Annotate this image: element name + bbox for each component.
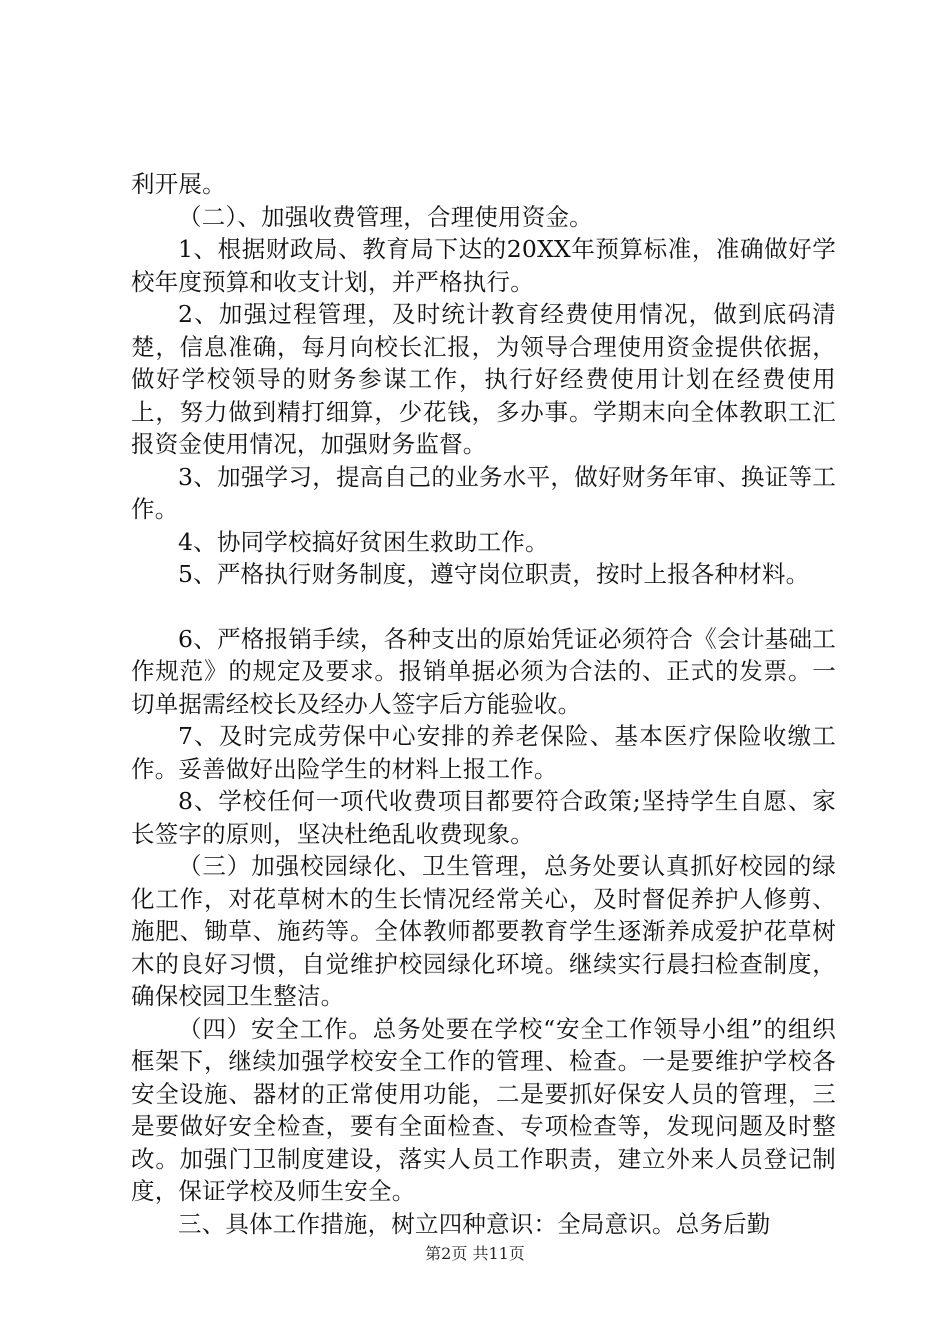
paragraph: 7、及时完成劳保中心安排的养老保险、基本医疗保险收缴工作。妥善做好出险学生的材料上报工作。	[131, 722, 836, 783]
paragraph: 利开展。	[131, 170, 226, 198]
paragraph: 4、协同学校搞好贫困生救助工作。	[178, 527, 549, 556]
paragraph: 1、根据财政局、教育局下达的20XX年预算标准，准确做好学校年度预算和收支计划，并严格执行。	[131, 235, 836, 296]
paragraph: （四）安全工作。总务处要在学校“安全工作领导小组”的组织框架下，继续加强学校安全工作的管理、检查。一是要维护学校各安全设施、器材的正常使用功能，二是要抓好保安人员的管理，三是要做好安全检查，要有全面检查、专项检查等，发现问题及时整改。加强门卫制度建设，落实人员工作职责，建立外来人员登记制度，保证学校及师生安全。	[131, 1014, 836, 1205]
document-body	[131, 168, 836, 1240]
page-number-footer: 第2页 共11页	[425, 1244, 525, 1263]
paragraph: 5、严格执行财务制度，遵守岗位职责，按时上报各种材料。	[178, 560, 810, 588]
paragraph: 6、严格报销手续，各种支出的原始凭证必须符合《会计基础工作规范》的规定及要求。报销单据必须为合法的、正式的发票。一切单据需经校长及经办人签字后方能验收。	[131, 624, 836, 718]
paragraph: 2、加强过程管理，及时统计教育经费使用情况，做到底码清楚，信息准确，每月向校长汇报，为领导合理使用资金提供依据，做好学校领导的财务参谋工作，执行好经费使用计划在经费使用上，努力做到精打细算，少花钱，多办事。学期末向全体教职工汇报资金使用情况，加强财务监督。	[131, 300, 836, 458]
paragraph: 三、具体工作措施，树立四种意识：全局意识。总务后勤	[178, 1209, 771, 1238]
paragraph: （二）、加强收费管理，合理使用资金。	[178, 202, 593, 231]
paragraph: 3、加强学习，提高自己的业务水平，做好财务年审、换证等工作。	[131, 462, 836, 523]
paragraph: 8、学校任何一项代收费项目都要符合政策;坚持学生自愿、家长签字的原则，坚决杜绝乱收费现象。	[131, 787, 836, 848]
paragraph: （三）加强校园绿化、卫生管理，总务处要认真抓好校园的绿化工作，对花草树木的生长情况经常关心，及时督促养护人修剪、施肥、锄草、施药等。全体教师都要教育学生逐渐养成爱护花草树木的良好习惯，自觉维护校园绿化环境。继续实行晨扫检查制度，确保校园卫生整洁。	[131, 852, 836, 1010]
